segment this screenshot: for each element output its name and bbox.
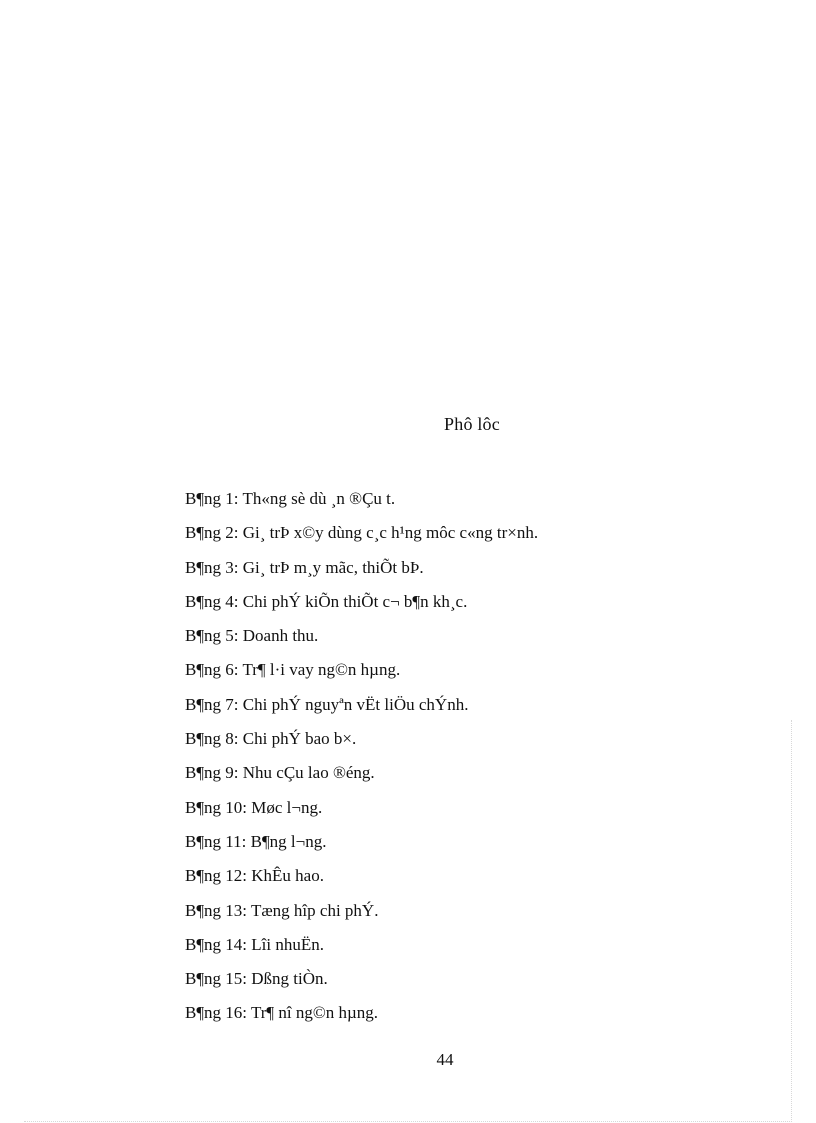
list-item: B¶ng 16: Tr¶ nî ng©n hµng. bbox=[185, 1003, 379, 1023]
appendix-table-list bbox=[185, 487, 745, 1036]
list-item: B¶ng 3: Gi¸ trÞ m¸y mãc, thiÕt bÞ. bbox=[185, 557, 424, 577]
list-item: B¶ng 13: Tæng hîp chi phÝ. bbox=[185, 900, 379, 920]
list-item: B¶ng 12: KhÊu hao. bbox=[185, 866, 324, 886]
list-item: B¶ng 6: Tr¶ l·i vay ng©n hµng. bbox=[185, 660, 401, 680]
list-item: B¶ng 5: Doanh thu. bbox=[185, 626, 319, 646]
list-item: B¶ng 9: Nhu cÇu lao ®éng. bbox=[185, 763, 375, 783]
list-item: B¶ng 8: Chi phÝ bao b×. bbox=[185, 729, 357, 749]
page-number: 44 bbox=[436, 1050, 454, 1069]
list-item: B¶ng 1: Th«ng sè dù ¸n ®Çu t. bbox=[185, 489, 396, 508]
list-item: B¶ng 10: Møc l¬ng. bbox=[185, 797, 323, 817]
list-item: B¶ng 2: Gi¸ trÞ x©y dùng c¸c h¹ng môc c«ng tr×nh. bbox=[185, 523, 539, 543]
appendix-title: Phô lôc bbox=[444, 414, 500, 434]
list-item: B¶ng 14: Lîi nhuËn. bbox=[185, 934, 324, 954]
page-right-border bbox=[791, 720, 792, 1122]
list-item: B¶ng 7: Chi phÝ nguyªn vËt liÖu chÝnh. bbox=[185, 694, 469, 714]
page-bottom-border bbox=[24, 1121, 792, 1122]
list-item: B¶ng 15: Dßng tiÒn. bbox=[185, 969, 328, 989]
list-item: B¶ng 4: Chi phÝ kiÕn thiÕt c¬ b¶n kh¸c. bbox=[185, 591, 468, 611]
list-item: B¶ng 11: B¶ng l¬ng. bbox=[185, 831, 327, 851]
